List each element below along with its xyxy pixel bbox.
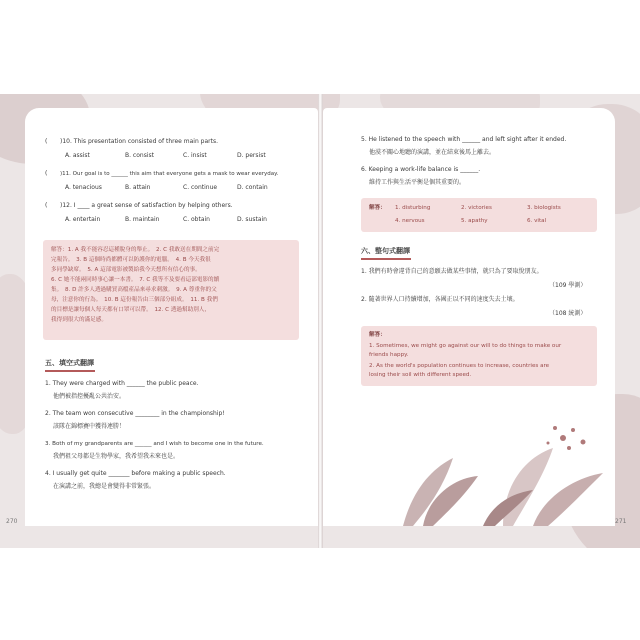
fill-question: 6. Keeping a work-life balance is ______. [361,166,481,173]
answer-label: 解答： [369,205,386,211]
answer-line: 集。 8. D 許多人透過購買高檔產品來尋求刺激。 9. A 尊重你的父 [51,287,217,293]
option: C. continue [183,184,218,191]
answer-box [43,240,299,340]
answer-item: 3. biologists [527,205,561,211]
heading-underline [45,370,95,372]
answer-item: 1. disturbing [395,205,431,211]
option: D. contain [237,184,268,191]
answer-line: 多同學缺席。 5. A 這部電影被製給我今天想所有信心的事。 [51,267,201,273]
option: C. obtain [183,216,210,223]
fill-question-translation: 維持工作與生活平衡是個其重要的。 [369,179,466,186]
answer-line: friends happy. [369,352,409,358]
answer-item: 4. nervous [395,218,425,224]
fill-question-translation: 該隊在錦標賽中獲得連勝！ [53,423,126,430]
plant-illustration [383,408,615,526]
question-stem: )12. I ____ a great sense of satisfaction by helping others. [60,202,233,209]
fill-question: 1. They were charged with ______ the public peace. [45,380,199,387]
page-number-left: 270 [6,518,18,525]
answer-line: 解答：1. A 我不能容忍這種脫身的舉止。 2. C 我敢送在期間之前完 [51,247,220,253]
section-heading: 五、填空式翻譯 [45,359,94,367]
question-stem: )10. This presentation consisted of three main parts. [60,138,219,145]
fill-question-translation: 他們被指控擾亂公共治安。 [53,393,126,400]
option: B. maintain [125,216,160,223]
fill-question: 3. Both of my grandparents are ______ and I wish to become one in the future. [45,441,264,447]
answer-line: losing their soil with different speed. [369,372,472,378]
option: D. persist [237,152,266,159]
book-spread [0,94,640,548]
answer-line: 2. As the world's population continues to increase, countries are [369,363,550,369]
answer-line: 1. Sometimes, we might go against our will to do things to make our [369,343,562,349]
answer-line: 6. C 她不能兩同時事心讓一本書。 7. C 我等不及要看這部電影的續 [51,277,220,283]
fill-question: 2. The team won consecutive ________ in the championship! [45,410,225,417]
fill-question-translation: 我們祖父母都是生物學家，我希望我未來也是。 [53,453,180,460]
fill-question: 4. I usually get quite _______ before making a public speech. [45,470,226,477]
heading-underline [361,258,411,260]
question-stem: )11. Our goal is to ______ this aim that everyone gets a mask to wear everyday. [60,171,279,177]
option: B. attain [125,184,151,191]
option: A. assist [65,152,90,159]
answer-item: 5. apathy [461,218,488,224]
option: A. entertain [65,216,101,223]
question-source: （109 學測） [549,282,587,289]
sentence-question: 1. 我們有時會違背自己的意願去做某些事情，就只為了要取悅朋友。 [361,268,543,275]
answer-line: 完報告。 3. B 這個時尚都體可以防護你的電腦。 4. B 今天我很 [51,257,211,263]
answer-paren: ( [45,202,48,209]
fill-question-translation: 在演講之前，我總是會變得非常緊張。 [53,483,156,490]
right-page [323,108,615,526]
answer-box-vocab [361,198,597,232]
fill-question: 5. He listened to the speech with ______ and left sight after it ended. [361,136,567,143]
question-source: （108 統測） [549,310,587,317]
answer-line: 我得到很大的滿足感。 [51,317,107,323]
answer-label: 解答： [369,332,386,338]
answer-line: 母，注意你的行為。 10. B 這份報告由三個部分組成。 11. B 我們 [51,297,218,303]
sentence-question: 2. 隨著世界人口持續增加，各國正以不同的速度失去土壤。 [361,296,519,303]
option: B. consist [125,152,154,159]
answer-line: 的目標是讓每個人每天都有口罩可以帶。 12. C 透過幫助別人， [51,307,210,313]
option: C. insist [183,152,207,159]
answer-box-sentences [361,326,597,386]
page-number-right: 271 [615,518,627,525]
option: A. tenacious [65,184,102,191]
answer-item: 6. vital [527,218,547,224]
answer-paren: ( [45,138,48,145]
answer-paren: ( [45,170,48,177]
option: D. sustain [237,216,267,223]
section-heading: 六、整句式翻譯 [361,247,410,255]
answer-item: 2. victories [461,205,492,211]
fill-question-translation: 他漠不關心地聽的演講，並在結束後馬上離去。 [369,149,496,156]
left-page [25,108,318,526]
